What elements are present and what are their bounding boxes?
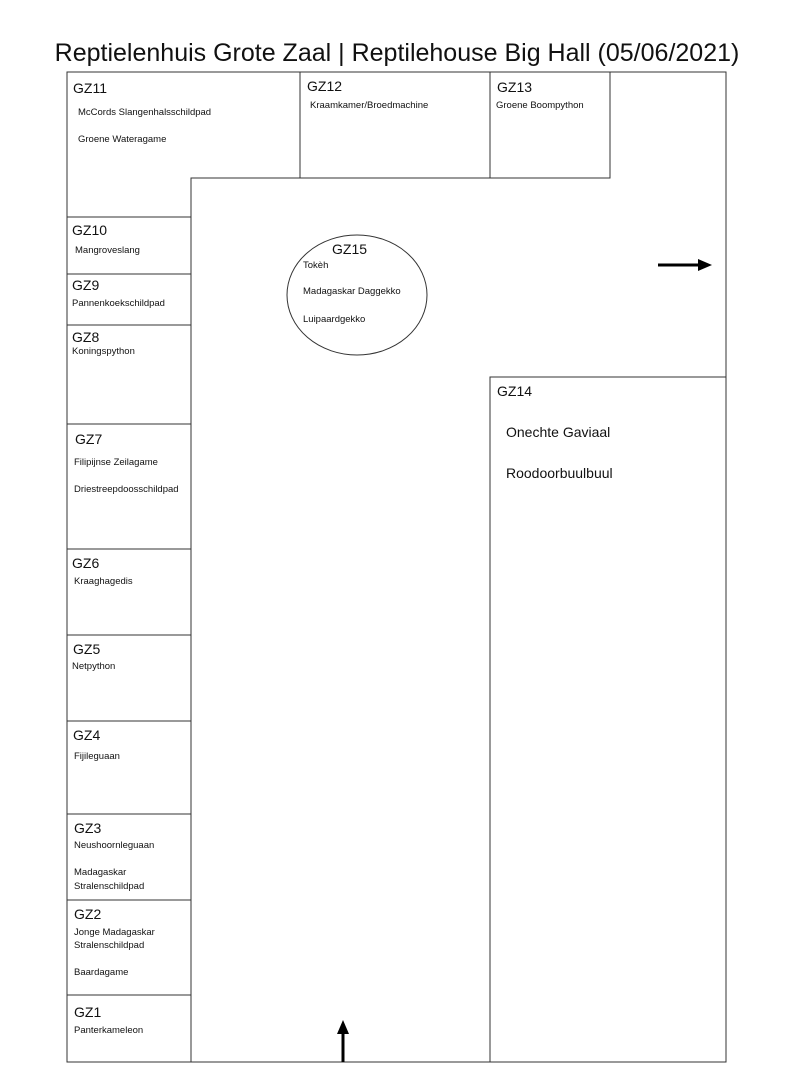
- enclosure-code: GZ5: [73, 641, 101, 657]
- enclosure-gz2: [67, 900, 191, 995]
- animal-label: Netpython: [72, 661, 116, 672]
- animal-label: McCords Slangenhalsschildpad: [78, 107, 212, 118]
- enclosure-code: GZ11: [73, 80, 107, 96]
- animal-label: Groene Wateragame: [78, 134, 167, 145]
- enclosure-code: GZ10: [72, 222, 108, 238]
- enclosure-gz12: [300, 72, 490, 178]
- enclosure-code: GZ4: [73, 727, 101, 743]
- enclosure-gz10: [67, 217, 191, 274]
- enclosure-gz6: [67, 549, 191, 635]
- enclosure-code: GZ13: [497, 79, 533, 95]
- animal-label: Koningspython: [72, 346, 135, 357]
- enclosure-gz15: [287, 235, 427, 355]
- enclosure-gz7: [67, 424, 191, 549]
- animal-label: Roodoorbuulbuul: [506, 465, 613, 481]
- enclosure-code: GZ1: [74, 1004, 102, 1020]
- enclosure-gz11: [67, 72, 300, 217]
- animal-label: Neushoornleguaan: [74, 840, 155, 851]
- animal-label: Groene Boompython: [496, 100, 584, 111]
- enclosure-code: GZ6: [72, 555, 100, 571]
- animal-label: Onechte Gaviaal: [506, 424, 611, 440]
- animal-label: Luipaardgekko: [303, 314, 366, 325]
- enclosure-gz3: [67, 814, 191, 900]
- enclosure-code: GZ8: [72, 329, 100, 345]
- enclosure-gz1: [67, 995, 191, 1062]
- enclosure-gz8: [67, 325, 191, 424]
- enclosure-gz14: [490, 377, 726, 1062]
- animal-label: Madagaskar: [74, 867, 127, 878]
- enclosure-code: GZ2: [74, 906, 102, 922]
- animal-label: Filipijnse Zeilagame: [74, 457, 158, 468]
- enclosure-gz5: [67, 635, 191, 721]
- animal-label: Kraaghagedis: [74, 576, 133, 587]
- entrance-arrow-icon: [337, 1020, 349, 1062]
- animal-label: Driestreepdoosschildpad: [74, 484, 179, 495]
- enclosure-code: GZ7: [75, 431, 103, 447]
- animal-label: Panterkameleon: [74, 1025, 144, 1036]
- animal-label: Jonge Madagaskar: [74, 927, 155, 938]
- exit-arrow-icon: [658, 259, 712, 271]
- animal-label: Tokèh: [303, 260, 329, 271]
- animal-label: Kraamkamer/Broedmachine: [310, 100, 429, 111]
- animal-label: Mangroveslang: [75, 245, 140, 256]
- animal-label: Stralenschildpad: [74, 881, 145, 892]
- animal-label: Stralenschildpad: [74, 940, 145, 951]
- enclosure-code: GZ3: [74, 820, 102, 836]
- enclosure-code: GZ12: [307, 78, 343, 94]
- enclosure-code: GZ15: [332, 241, 368, 257]
- page-title: Reptielenhuis Grote Zaal | Reptilehouse Big Hall (05/06/2021): [54, 39, 740, 67]
- enclosure-code: GZ9: [72, 277, 100, 293]
- enclosure-gz4: [67, 721, 191, 814]
- animal-label: Madagaskar Daggekko: [303, 286, 401, 297]
- animal-label: Fijileguaan: [74, 751, 120, 762]
- enclosure-gz13: [490, 72, 610, 178]
- animal-label: Baardagame: [74, 967, 129, 978]
- enclosure-code: GZ14: [497, 383, 533, 399]
- animal-label: Pannenkoekschildpad: [72, 298, 165, 309]
- enclosure-gz9: [67, 274, 191, 325]
